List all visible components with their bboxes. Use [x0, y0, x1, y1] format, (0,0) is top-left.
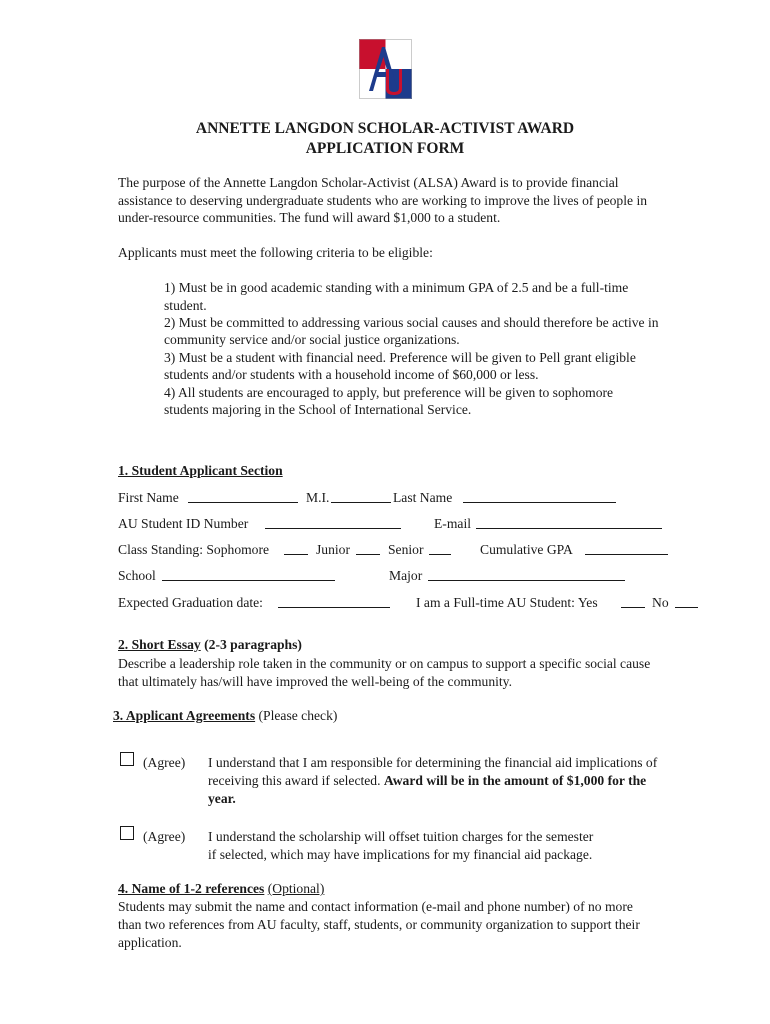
agree-label-2: (Agree): [143, 829, 186, 844]
school-label: School: [118, 568, 156, 583]
section4-line: than two references from AU faculty, staff, students, or community organization to support their: [118, 917, 640, 932]
fulltime-label: I am a Full-time AU Student: Yes: [416, 595, 598, 610]
intro-line: assistance to deserving undergraduate students who are working to improve the lives of people in: [118, 193, 648, 208]
agreement-1-line2: [208, 772, 646, 790]
sophomore-field[interactable]: [284, 541, 308, 555]
class-standing-label: Class Standing: Sophomore: [118, 542, 270, 557]
section3-heading-note: (Please check): [258, 708, 338, 723]
gpa-field[interactable]: [585, 541, 668, 555]
student-id-field[interactable]: [265, 515, 401, 529]
criteria-line: students and/or students with a household income of $60,000 or less.: [164, 367, 539, 382]
intro-line: The purpose of the Annette Langdon Scholar-Activist (ALSA) Award is to provide financial: [118, 175, 619, 190]
agree-checkbox-1[interactable]: [120, 752, 134, 766]
agree-label-1: (Agree): [143, 755, 186, 770]
first-name-field[interactable]: [188, 489, 298, 503]
section4-heading-row: [118, 880, 324, 898]
section3-heading: 3. Applicant Agreements: [113, 708, 256, 723]
agreement-1-line3: year.: [208, 791, 236, 806]
criteria-line: 3) Must be a student with financial need. Preference will be given to Pell grant eligible: [164, 350, 636, 365]
first-name-label: First Name: [118, 490, 179, 505]
agree-checkbox-2[interactable]: [120, 826, 134, 840]
section4-line: application.: [118, 935, 182, 950]
fulltime-no-field[interactable]: [675, 594, 698, 608]
section2-heading-note: (2-3 paragraphs): [204, 637, 302, 652]
section2-heading: 2. Short Essay: [118, 637, 201, 652]
criteria-line: 1) Must be in good academic standing with a minimum GPA of 2.5 and be a full-time: [164, 280, 629, 295]
criteria-heading: Applicants must meet the following criteria to be eligible:: [118, 245, 433, 260]
section2-heading-row: [118, 636, 302, 654]
form-title-line2: APPLICATION FORM: [305, 140, 465, 157]
gpa-label: Cumulative GPA: [480, 542, 573, 557]
criteria-line: students majoring in the School of International Service.: [164, 402, 472, 417]
mi-label: M.I.: [306, 490, 330, 505]
section4-line: Students may submit the name and contact information (e-mail and phone number) of no more: [118, 899, 633, 914]
agreement-1-line2-bold: Award will be in the amount of $1,000 for the: [383, 773, 647, 788]
agreement-2-line: if selected, which may have implications for my financial aid package.: [208, 847, 593, 862]
au-logo: [359, 39, 412, 99]
agreement-1-line2-plain: receiving this award if selected.: [208, 773, 381, 788]
section1-heading: 1. Student Applicant Section: [118, 463, 283, 478]
section4-heading-note: (Optional): [267, 881, 325, 896]
senior-field[interactable]: [429, 541, 451, 555]
criteria-line: 4) All students are encouraged to apply, but preference will be given to sophomore: [164, 385, 614, 400]
major-label: Major: [389, 568, 423, 583]
criteria-line: student.: [164, 298, 207, 313]
email-field[interactable]: [476, 515, 662, 529]
criteria-line: community service and/or social justice organizations.: [164, 332, 460, 347]
major-field[interactable]: [428, 567, 625, 581]
school-field[interactable]: [162, 567, 335, 581]
last-name-label: Last Name: [393, 490, 453, 505]
intro-line: under-resource communities. The fund will award $1,000 to a student.: [118, 210, 501, 225]
agreement-1-line: I understand that I am responsible for determining the financial aid implications of: [208, 755, 658, 770]
junior-label: Junior: [316, 542, 350, 557]
junior-field[interactable]: [356, 541, 380, 555]
section3-heading-row: [113, 707, 337, 725]
fulltime-yes-field[interactable]: [621, 594, 645, 608]
fulltime-no-label: No: [652, 595, 669, 610]
section2-line: that ultimately has/will have improved the well-being of the community.: [118, 674, 512, 689]
agreement-2-line: I understand the scholarship will offset tuition charges for the semester: [208, 829, 594, 844]
email-label: E-mail: [434, 516, 471, 531]
student-id-label: AU Student ID Number: [118, 516, 249, 531]
au-logo-graphic: [359, 39, 412, 99]
last-name-field[interactable]: [463, 489, 616, 503]
criteria-line: 2) Must be committed to addressing various social causes and should therefore be active in: [164, 315, 659, 330]
mi-field[interactable]: [331, 489, 391, 503]
section2-line: Describe a leadership role taken in the community or on campus to support a specific social cause: [118, 656, 651, 671]
form-title-line1: ANNETTE LANGDON SCHOLAR-ACTIVIST AWARD: [195, 120, 575, 137]
section4-heading: 4. Name of 1-2 references: [118, 881, 265, 896]
grad-date-field[interactable]: [278, 594, 390, 608]
senior-label: Senior: [388, 542, 424, 557]
grad-date-label: Expected Graduation date:: [118, 595, 263, 610]
